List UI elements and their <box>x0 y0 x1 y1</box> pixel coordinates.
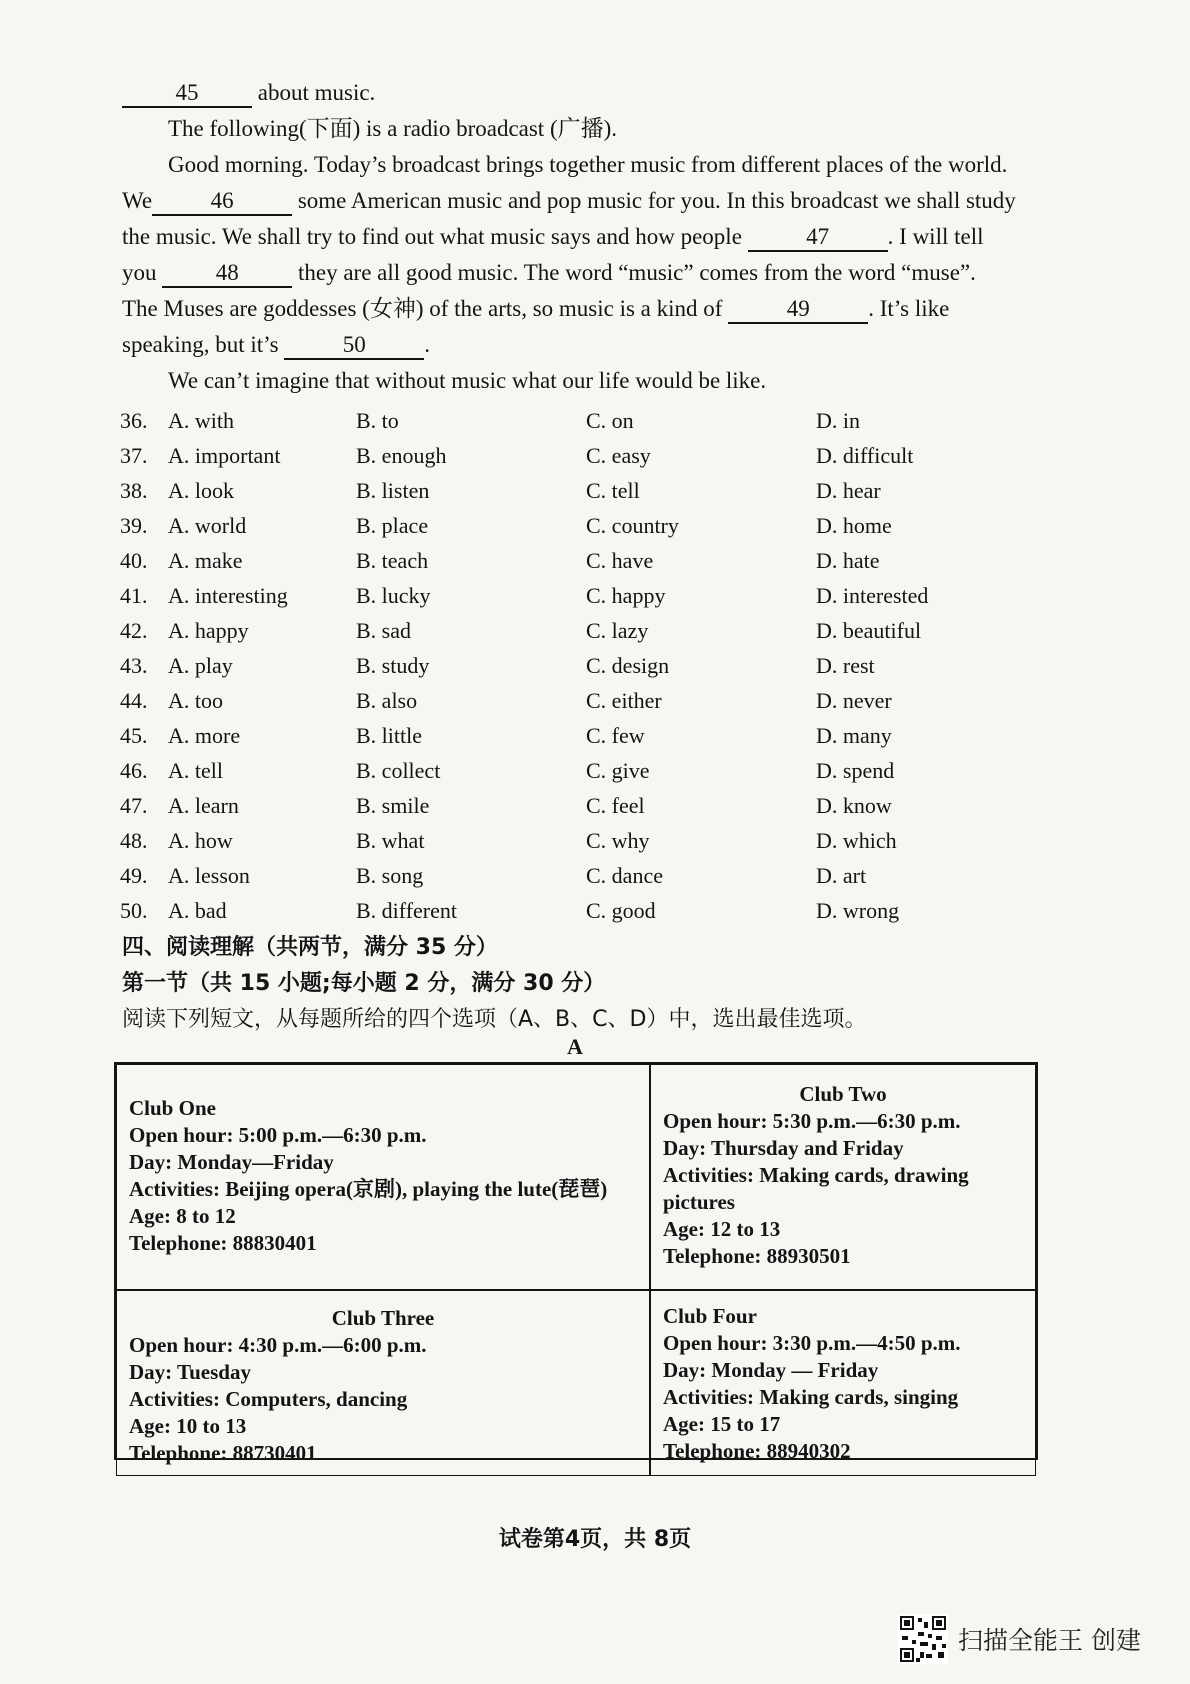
option-d: D. difficult <box>816 443 914 468</box>
option-b: B. study <box>356 653 430 678</box>
option-b: B. enough <box>356 443 447 468</box>
club-name: Club Four <box>663 1304 757 1328</box>
option-a: A. too <box>168 688 223 713</box>
section-heading: 四、阅读理解（共两节，满分 35 分） <box>122 935 498 960</box>
club-hours: Open hour: 4:30 p.m.—6:00 p.m. <box>129 1333 427 1357</box>
option-a: A. look <box>168 478 234 503</box>
question-42 <box>120 618 1000 652</box>
question-number: 49. <box>120 863 148 888</box>
club-name: Club Two <box>799 1082 887 1106</box>
club-two-cell <box>650 1064 1036 1290</box>
club-activities: Activities: Making cards, drawing pictures <box>663 1163 969 1214</box>
passage-text: you <box>122 260 157 285</box>
question-number: 43. <box>120 653 148 678</box>
option-d: D. beautiful <box>816 618 922 643</box>
question-number: 41. <box>120 583 148 608</box>
passage-text: some American music and pop music for you. In this broadcast we shall study <box>297 188 1016 213</box>
club-hours: Open hour: 5:00 p.m.—6:30 p.m. <box>129 1123 427 1147</box>
club-day: Day: Tuesday <box>129 1360 251 1384</box>
option-a: A. how <box>168 828 233 853</box>
section-instruction: 阅读下列短文，从每题所给的四个选项（A、B、C、D）中，选出最佳选项。 <box>122 1007 867 1032</box>
question-number: 45. <box>120 723 148 748</box>
option-c: C. happy <box>586 583 666 608</box>
club-name: Club Three <box>331 1306 435 1330</box>
question-41 <box>120 583 1000 617</box>
option-c: C. why <box>586 828 650 853</box>
passage-line-3: Good morning. Today’s broadcast brings together music from different places of the world. <box>168 152 1008 177</box>
question-number: 46. <box>120 758 148 783</box>
passage-line-6 <box>122 258 976 288</box>
club-activities: Activities: Making cards, singing <box>663 1385 959 1409</box>
passage-text: the music. We shall try to find out what music says and how people <box>122 224 742 249</box>
question-number: 36. <box>120 408 148 433</box>
club-hours: Open hour: 3:30 p.m.—4:50 p.m. <box>663 1331 961 1355</box>
option-c: C. give <box>586 758 650 783</box>
section-subheading: 第一节（共 15 小题;每小题 2 分，满分 30 分） <box>122 971 606 996</box>
option-b: B. smile <box>356 793 430 818</box>
option-c: C. few <box>586 723 645 748</box>
passage-line-7 <box>122 294 949 324</box>
club-age: Age: 15 to 17 <box>663 1412 781 1436</box>
passage-label: A <box>567 1034 583 1059</box>
option-b: B. different <box>356 898 458 923</box>
option-a: A. learn <box>168 793 239 818</box>
question-37 <box>120 443 1000 477</box>
question-number: 47. <box>120 793 148 818</box>
question-number: 48. <box>120 828 148 853</box>
passage-text: they are all good music. The word “music” comes from the word “muse”. <box>298 260 976 285</box>
option-d: D. in <box>816 408 860 433</box>
passage-text: speaking, but it’s <box>122 332 279 357</box>
club-phone: Telephone: 88940302 <box>663 1439 851 1463</box>
club-age: Age: 12 to 13 <box>663 1217 781 1241</box>
club-phone: Telephone: 88730401 <box>129 1441 317 1465</box>
scanner-watermark <box>898 1614 1141 1664</box>
option-d: D. interested <box>816 583 929 608</box>
question-number: 37. <box>120 443 148 468</box>
passage-line-4 <box>122 186 1016 216</box>
question-39 <box>120 513 1000 547</box>
passage-line-8 <box>122 330 430 360</box>
option-b: B. to <box>356 408 399 433</box>
watermark-text: 扫描全能王 创建 <box>958 1626 1141 1655</box>
club-day: Day: Monday—Friday <box>129 1150 334 1174</box>
option-b: B. teach <box>356 548 429 573</box>
option-b: B. collect <box>356 758 441 783</box>
passage-line-2: The following(下面) is a radio broadcast (广播). <box>168 116 618 141</box>
passage-text: . I will tell <box>887 224 984 249</box>
question-44 <box>120 688 1000 722</box>
option-a: A. more <box>168 723 241 748</box>
option-d: D. never <box>816 688 892 713</box>
option-b: B. lucky <box>356 583 431 608</box>
option-b: B. listen <box>356 478 430 503</box>
question-number: 42. <box>120 618 148 643</box>
question-number: 39. <box>120 513 148 538</box>
club-phone: Telephone: 88930501 <box>663 1244 851 1268</box>
question-number: 44. <box>120 688 148 713</box>
question-38 <box>120 478 1000 512</box>
option-a: A. bad <box>168 898 227 923</box>
option-a: A. with <box>168 408 234 433</box>
qr-code-icon <box>898 1614 948 1664</box>
club-day: Day: Thursday and Friday <box>663 1136 904 1160</box>
club-age: Age: 8 to 12 <box>129 1204 236 1228</box>
club-four-cell <box>650 1290 1036 1476</box>
option-a: A. make <box>168 548 243 573</box>
option-c: C. lazy <box>586 618 649 643</box>
option-c: C. either <box>586 688 662 713</box>
option-c: C. feel <box>586 793 645 818</box>
question-49 <box>120 863 1000 897</box>
club-table <box>114 1062 1038 1465</box>
question-47 <box>120 793 1000 827</box>
option-a: A. play <box>168 653 233 678</box>
option-d: D. hate <box>816 548 880 573</box>
option-b: B. also <box>356 688 418 713</box>
club-activities: Activities: Beijing opera(京剧), playing the lute(琵琶) <box>129 1177 608 1201</box>
club-name: Club One <box>129 1096 216 1120</box>
blank-46: 46 <box>152 188 292 216</box>
option-c: C. have <box>586 548 654 573</box>
option-b: B. place <box>356 513 429 538</box>
option-d: D. many <box>816 723 892 748</box>
option-d: D. hear <box>816 478 881 503</box>
option-b: B. what <box>356 828 425 853</box>
option-b: B. sad <box>356 618 411 643</box>
option-c: C. dance <box>586 863 663 888</box>
option-c: C. tell <box>586 478 640 503</box>
question-45 <box>120 723 1000 757</box>
blank-48: 48 <box>162 260 292 288</box>
passage-line-1 <box>122 78 375 108</box>
question-50 <box>120 898 1000 932</box>
option-a: A. interesting <box>168 583 288 608</box>
option-d: D. spend <box>816 758 895 783</box>
club-activities: Activities: Computers, dancing <box>129 1387 408 1411</box>
option-c: C. good <box>586 898 656 923</box>
club-hours: Open hour: 5:30 p.m.—6:30 p.m. <box>663 1109 961 1133</box>
question-36 <box>120 408 1000 442</box>
option-c: C. country <box>586 513 679 538</box>
blank-50: 50 <box>284 332 424 360</box>
question-40 <box>120 548 1000 582</box>
option-b: B. song <box>356 863 424 888</box>
option-d: D. rest <box>816 653 875 678</box>
passage-line-9: We can’t imagine that without music what our life would be like. <box>168 368 767 393</box>
option-a: A. important <box>168 443 281 468</box>
question-46 <box>120 758 1000 792</box>
option-c: C. on <box>586 408 634 433</box>
option-d: D. know <box>816 793 892 818</box>
option-a: A. lesson <box>168 863 250 888</box>
option-d: D. wrong <box>816 898 900 923</box>
club-one-cell <box>116 1064 650 1290</box>
option-d: D. which <box>816 828 897 853</box>
page-footer: 试卷第4页，共 8页 <box>498 1527 692 1552</box>
option-a: A. world <box>168 513 247 538</box>
passage-text: about music. <box>257 80 376 105</box>
club-phone: Telephone: 88830401 <box>129 1231 317 1255</box>
question-number: 40. <box>120 548 148 573</box>
blank-47: 47 <box>748 224 888 252</box>
option-c: C. design <box>586 653 670 678</box>
option-a: A. happy <box>168 618 249 643</box>
passage-text: The Muses are goddesses (女神) of the arts, so music is a kind of <box>122 296 723 321</box>
option-d: D. home <box>816 513 892 538</box>
passage-line-5 <box>122 222 983 252</box>
club-age: Age: 10 to 13 <box>129 1414 247 1438</box>
option-d: D. art <box>816 863 867 888</box>
question-43 <box>120 653 1000 687</box>
club-day: Day: Monday — Friday <box>663 1358 879 1382</box>
question-number: 38. <box>120 478 148 503</box>
passage-text: We <box>122 188 153 213</box>
blank-49: 49 <box>728 296 868 324</box>
option-a: A. tell <box>168 758 223 783</box>
blank-45: 45 <box>122 80 252 108</box>
question-number: 50. <box>120 898 148 923</box>
question-48 <box>120 828 1000 862</box>
passage-text: . It’s like <box>868 296 950 321</box>
club-three-cell <box>116 1290 650 1476</box>
option-b: B. little <box>356 723 422 748</box>
passage-text: . <box>424 332 431 357</box>
option-c: C. easy <box>586 443 651 468</box>
